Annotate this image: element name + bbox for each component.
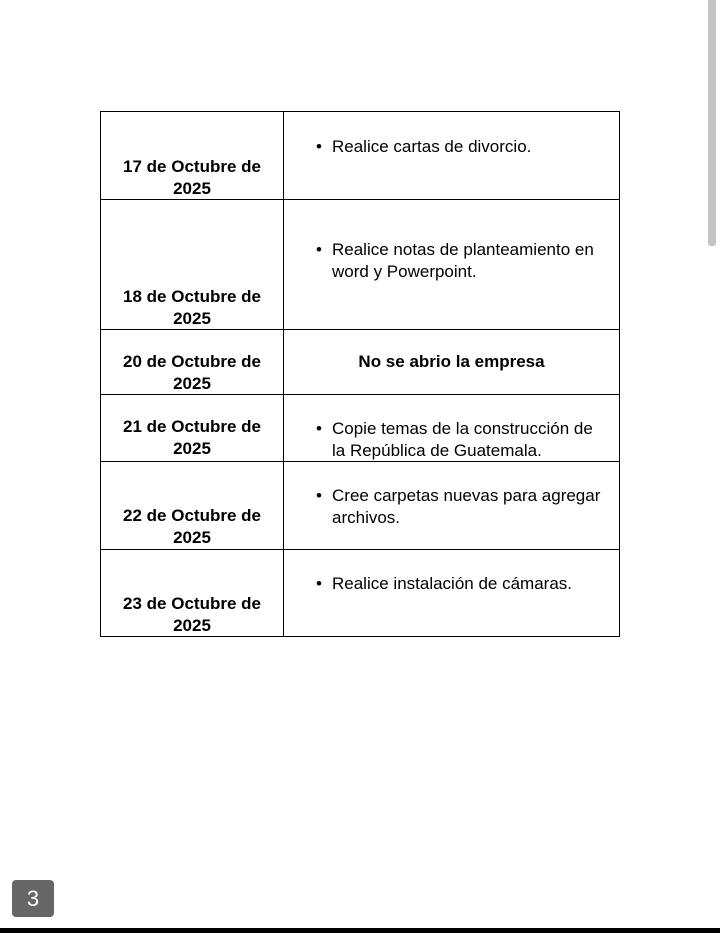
activity-item: • Copie temas de la construcción de la República de Guatemala. <box>316 419 593 460</box>
bottom-bar <box>0 928 720 933</box>
date-cell: 18 de Octubre de 2025 <box>123 287 261 328</box>
table-border <box>619 111 620 637</box>
activity-item: • Realice cartas de divorcio. <box>316 137 532 156</box>
date-cell: 22 de Octubre de 2025 <box>123 506 261 547</box>
date-cell: 21 de Octubre de 2025 <box>123 417 261 458</box>
table-border <box>100 111 620 112</box>
activity-item: • Realice notas de planteamiento en word y Powerpoint. <box>316 240 594 281</box>
page-number-badge: 3 <box>12 880 54 917</box>
date-cell: 23 de Octubre de 2025 <box>123 594 261 635</box>
date-cell: 17 de Octubre de 2025 <box>123 157 261 198</box>
row-divider <box>100 549 620 550</box>
date-cell: 20 de Octubre de 2025 <box>123 352 261 393</box>
closed-note: No se abrio la empresa <box>358 352 545 371</box>
activity-item: • Realice instalación de cámaras. <box>316 574 573 593</box>
column-divider <box>283 111 284 637</box>
scrollbar-thumb[interactable] <box>708 0 716 246</box>
activity-item: • Cree carpetas nuevas para agregar archivos. <box>316 486 601 527</box>
